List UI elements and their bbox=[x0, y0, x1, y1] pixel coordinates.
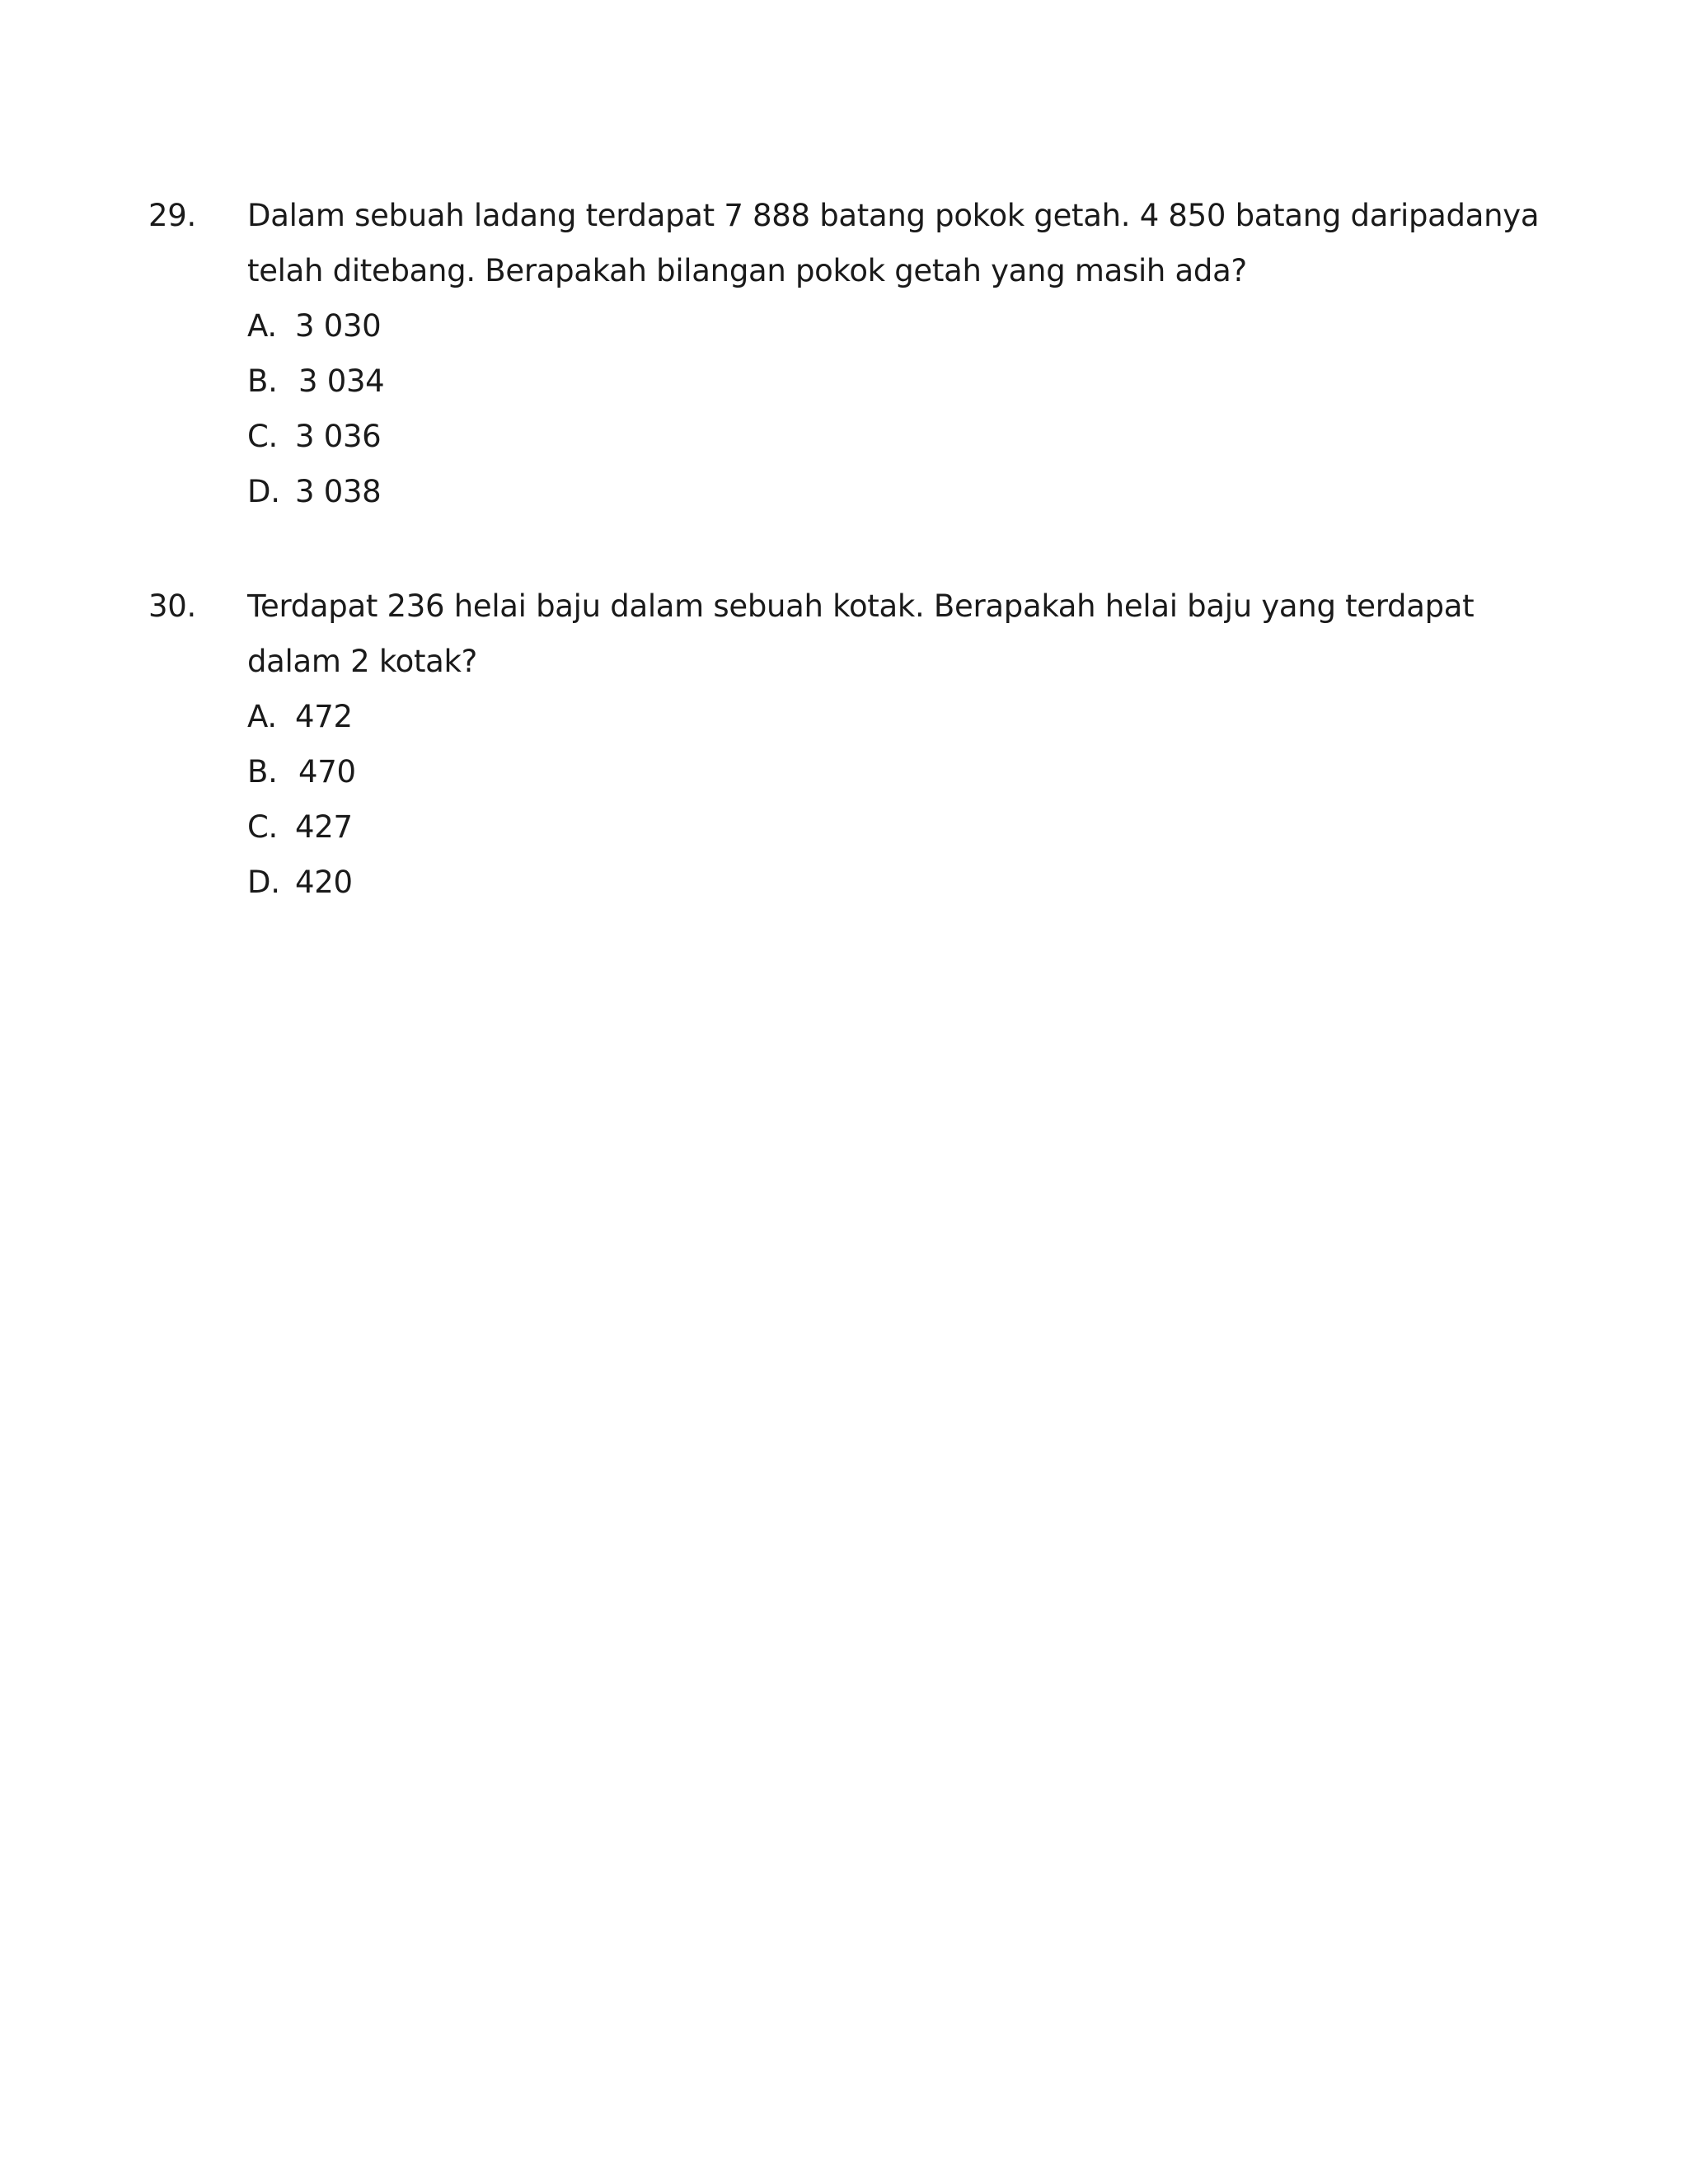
option-value: 3 038 bbox=[295, 474, 382, 509]
option-value: 470 bbox=[298, 754, 356, 790]
option-letter: D. bbox=[247, 865, 280, 900]
option-a bbox=[247, 689, 1550, 744]
question-number: 29. bbox=[148, 198, 196, 233]
option-value: 3 030 bbox=[295, 308, 382, 344]
option-list bbox=[247, 689, 1550, 910]
option-value: 420 bbox=[295, 865, 353, 900]
option-letter: D. bbox=[247, 474, 280, 509]
option-value: 427 bbox=[295, 809, 353, 845]
option-letter: B. bbox=[247, 363, 278, 399]
question-30 bbox=[148, 579, 1550, 910]
question-text: Dalam sebuah ladang terdapat 7 888 batang pokok getah. 4 850 batang daripadanya telah ditebang. Berapakah bilangan pokok getah yang masih ada? bbox=[247, 198, 1540, 288]
option-d bbox=[247, 464, 1550, 519]
option-letter: A. bbox=[247, 699, 277, 734]
question-row bbox=[148, 579, 1550, 689]
option-value: 472 bbox=[295, 699, 353, 734]
option-value: 3 036 bbox=[295, 419, 382, 454]
question-row bbox=[148, 188, 1550, 298]
question-number: 30. bbox=[148, 588, 196, 624]
option-c bbox=[247, 799, 1550, 855]
option-letter: C. bbox=[247, 809, 278, 845]
question-text: Terdapat 236 helai baju dalam sebuah kotak. Berapakah helai baju yang terdapat dalam 2 kotak? bbox=[247, 588, 1475, 679]
option-letter: C. bbox=[247, 419, 278, 454]
option-b bbox=[247, 354, 1550, 409]
option-list bbox=[247, 298, 1550, 519]
option-d bbox=[247, 855, 1550, 910]
option-letter: A. bbox=[247, 308, 277, 344]
option-b bbox=[247, 744, 1550, 799]
option-letter: B. bbox=[247, 754, 278, 790]
option-c bbox=[247, 409, 1550, 464]
option-value: 3 034 bbox=[298, 363, 385, 399]
option-a bbox=[247, 298, 1550, 354]
question-29 bbox=[148, 188, 1550, 519]
